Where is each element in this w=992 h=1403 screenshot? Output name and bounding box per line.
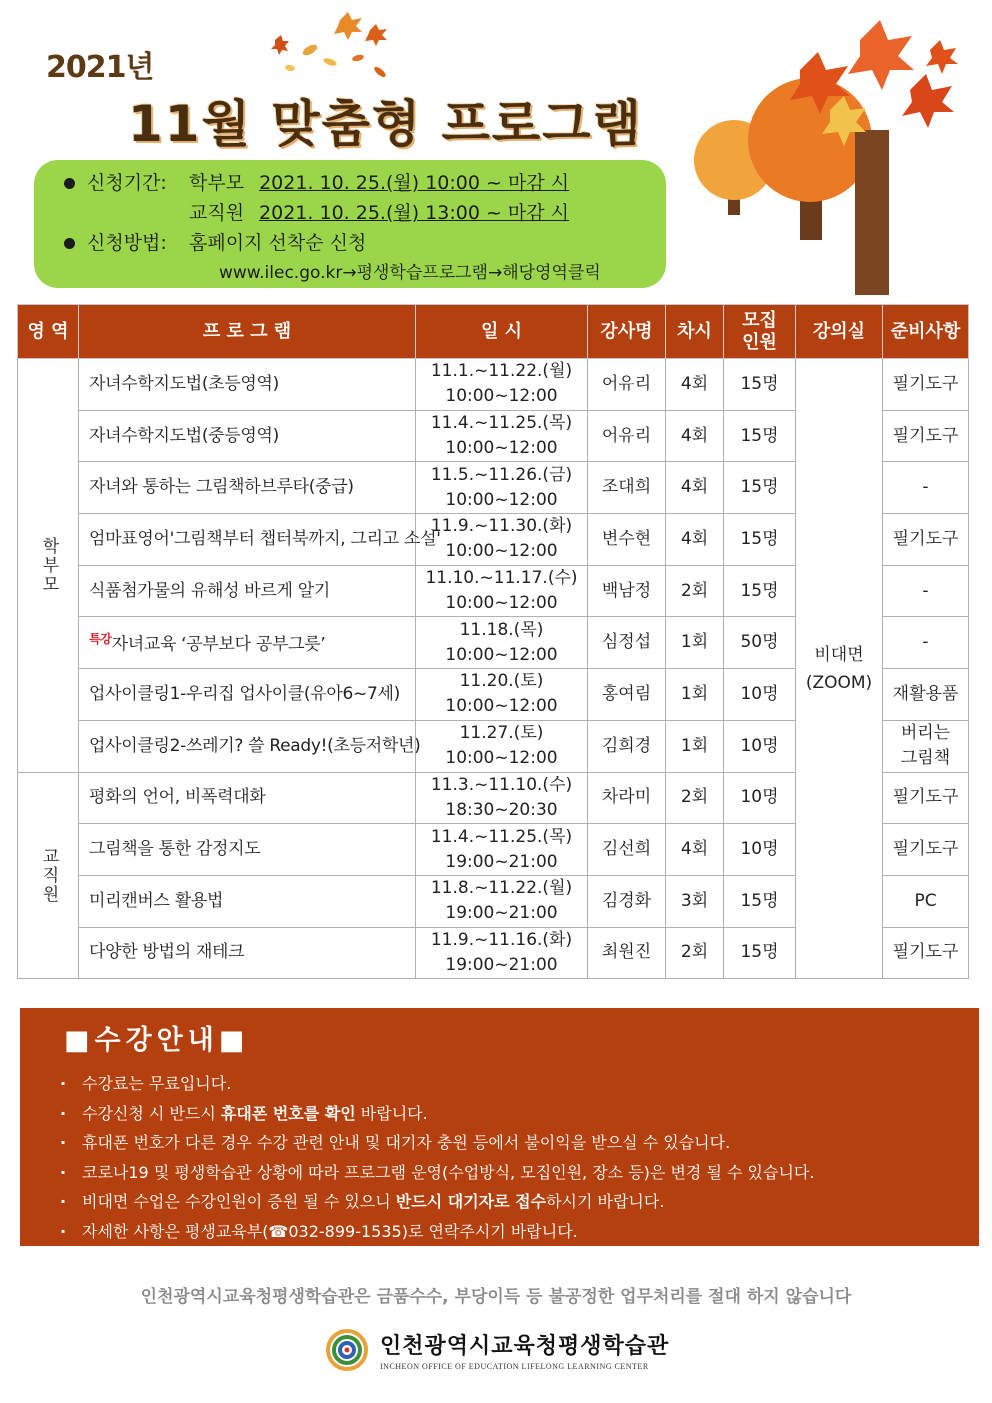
capacity: 10명 <box>724 824 796 876</box>
bullet-icon <box>64 238 75 249</box>
program-date: 11.27.(토) 10:00~12:00 <box>416 720 588 772</box>
header-capacity: 모집 인원 <box>724 305 796 359</box>
prep-items: 재활용품 <box>883 669 969 721</box>
program-name: 그림책을 통한 감정지도 <box>79 824 416 876</box>
program-name: 업사이클링1-우리집 업사이클(유아6~7세) <box>79 669 416 721</box>
autumn-trees-illustration <box>680 10 980 300</box>
prep-items: 필기도구 <box>883 514 969 566</box>
capacity: 50명 <box>724 617 796 669</box>
prep-items: 필기도구 <box>883 824 969 876</box>
area-parent: 학부모 <box>18 359 79 773</box>
bullet-icon <box>64 178 75 189</box>
instructor-name: 어유리 <box>588 359 666 411</box>
course-notice <box>20 1008 979 1246</box>
page-title: 11월 맞춤형 프로그램 <box>128 95 643 153</box>
session-count: 1회 <box>666 669 724 721</box>
session-count: 2회 <box>666 927 724 979</box>
capacity: 15명 <box>724 462 796 514</box>
org-emblem-icon <box>326 1329 368 1371</box>
session-count: 4회 <box>666 359 724 411</box>
program-date: 11.4.~11.25.(목) 10:00~12:00 <box>416 410 588 462</box>
notice-list <box>60 1069 979 1246</box>
prep-items: 버리는 그림책 <box>883 720 969 772</box>
session-count: 1회 <box>666 617 724 669</box>
notice-item: · 자세한 사항은 평생교육부(☎032-899-1535)로 연락주시기 바랍니다. <box>60 1221 578 1241</box>
area-staff: 교직원 <box>18 772 79 979</box>
capacity: 15명 <box>724 875 796 927</box>
integrity-notice: 인천광역시교육청평생학습관은 금품수수, 부당이득 등 불공정한 업무처리를 절대 하지 않습니다 <box>140 1287 852 1307</box>
prep-items: PC <box>883 875 969 927</box>
session-count: 1회 <box>666 720 724 772</box>
table-row <box>18 359 969 411</box>
prep-items: 필기도구 <box>883 359 969 411</box>
header-date: 일 시 <box>416 305 588 359</box>
header-prep: 준비사항 <box>883 305 969 359</box>
capacity: 10명 <box>724 772 796 824</box>
instructor-name: 변수현 <box>588 514 666 566</box>
capacity: 15명 <box>724 565 796 617</box>
program-name: 다양한 방법의 재테크 <box>79 927 416 979</box>
program-table <box>17 304 969 979</box>
program-name: 식품첨가물의 유해성 바르게 알기 <box>79 565 416 617</box>
notice-item: · 수강신청 시 반드시 휴대폰 번호를 확인 바랍니다. <box>60 1103 428 1123</box>
prep-items: 필기도구 <box>883 772 969 824</box>
application-info-box <box>34 160 666 288</box>
notice-title: ■수강안내■ <box>64 1025 250 1056</box>
year-heading: 2021년 <box>46 50 154 85</box>
prep-items: 필기도구 <box>883 927 969 979</box>
header-room: 강의실 <box>796 305 883 359</box>
program-date: 11.9.~11.30.(화) 10:00~12:00 <box>416 514 588 566</box>
header-instructor: 강사명 <box>588 305 666 359</box>
application-method-row: 신청방법: 홈페이지 선착순 신청 <box>64 228 666 258</box>
org-logo <box>326 1328 669 1372</box>
capacity: 15명 <box>724 927 796 979</box>
program-date: 11.4.~11.25.(목) 19:00~21:00 <box>416 824 588 876</box>
prep-items: - <box>883 462 969 514</box>
instructor-name: 최원진 <box>588 927 666 979</box>
org-name-en: INCHEON OFFICE OF EDUCATION LIFELONG LEARNING CENTER <box>380 1362 649 1371</box>
staff-period-row: 교직원 2021. 10. 25.(월) 13:00 ~ 마감 시 <box>189 202 570 224</box>
instructor-name: 백남정 <box>588 565 666 617</box>
table-header-row <box>18 305 969 359</box>
capacity: 10명 <box>724 669 796 721</box>
program-name: 자녀수학지도법(중등영역) <box>79 410 416 462</box>
staff-period: 2021. 10. 25.(월) 13:00 ~ 마감 시 <box>259 202 570 224</box>
instructor-name: 심정섭 <box>588 617 666 669</box>
instructor-name: 차라미 <box>588 772 666 824</box>
session-count: 4회 <box>666 824 724 876</box>
instructor-name: 김선희 <box>588 824 666 876</box>
application-period-row: 신청기간: 학부모 2021. 10. 25.(월) 10:00 ~ 마감 시 <box>64 168 666 198</box>
header-area: 영 역 <box>18 305 79 359</box>
capacity: 15명 <box>724 359 796 411</box>
session-count: 2회 <box>666 565 724 617</box>
program-date: 11.8.~11.22.(월) 19:00~21:00 <box>416 875 588 927</box>
program-date: 11.1.~11.22.(월) 10:00~12:00 <box>416 359 588 411</box>
session-count: 4회 <box>666 410 724 462</box>
notice-item: · 코로나19 및 평생학습관 상황에 따라 프로그램 운영(수업방식, 모집인원, 장소 등)은 변경 될 수 있습니다. <box>60 1162 815 1182</box>
parent-period: 2021. 10. 25.(월) 10:00 ~ 마감 시 <box>259 172 570 194</box>
program-name: $^{특강}$자녀교육 ‘공부보다 공부그릇’ <box>79 617 416 669</box>
session-count: 3회 <box>666 875 724 927</box>
program-date: 11.3.~11.10.(수) 18:30~20:30 <box>416 772 588 824</box>
capacity: 15명 <box>724 514 796 566</box>
capacity: 15명 <box>724 410 796 462</box>
program-name: 자녀와 통하는 그림책하브루타(중급) <box>79 462 416 514</box>
instructor-name: 김희경 <box>588 720 666 772</box>
instructor-name: 홍여림 <box>588 669 666 721</box>
instructor-name: 어유리 <box>588 410 666 462</box>
program-date: 11.18.(목) 10:00~12:00 <box>416 617 588 669</box>
falling-leaves-illustration <box>270 10 420 90</box>
room-cell: 비대면 (ZOOM) <box>796 359 883 979</box>
header-sessions: 차시 <box>666 305 724 359</box>
session-count: 4회 <box>666 514 724 566</box>
session-count: 2회 <box>666 772 724 824</box>
org-name: 인천광역시교육청평생학습관 <box>380 1333 670 1359</box>
program-date: 11.5.~11.26.(금) 10:00~12:00 <box>416 462 588 514</box>
program-date: 11.20.(토) 10:00~12:00 <box>416 669 588 721</box>
notice-item: · 수강료는 무료입니다. <box>60 1074 232 1093</box>
prep-items: - <box>883 617 969 669</box>
notice-item: · 휴대폰 번호가 다른 경우 수강 관련 안내 및 대기자 충원 등에서 불이익을 받으실 수 있습니다. <box>60 1133 731 1152</box>
notice-item: · 비대면 수업은 수강인원이 증원 될 수 있으니 반드시 대기자로 접수하시기 바랍니다. <box>60 1192 665 1211</box>
program-name: 미리캔버스 활용법 <box>79 875 416 927</box>
capacity: 10명 <box>724 720 796 772</box>
prep-items: 필기도구 <box>883 410 969 462</box>
program-name: 평화의 언어, 비폭력대화 <box>79 772 416 824</box>
special-lecture-tag: 특강 <box>89 632 112 647</box>
session-count: 4회 <box>666 462 724 514</box>
prep-items: - <box>883 565 969 617</box>
program-date: 11.10.~11.17.(수) 10:00~12:00 <box>416 565 588 617</box>
program-name: 자녀수학지도법(초등영역) <box>79 359 416 411</box>
instructor-name: 김경화 <box>588 875 666 927</box>
application-url[interactable]: www.ilec.go.kr→평생학습프로그램→해당영역클릭 <box>219 263 601 283</box>
instructor-name: 조대희 <box>588 462 666 514</box>
program-name: 업사이클링2-쓰레기? 쓸 Ready!(초등저학년) <box>79 720 416 772</box>
header-program: 프 로 그 램 <box>79 305 416 359</box>
program-date: 11.9.~11.16.(화) 19:00~21:00 <box>416 927 588 979</box>
program-name: 엄마표영어'그림책부터 챕터북까지, 그리고 소설' <box>79 514 416 566</box>
